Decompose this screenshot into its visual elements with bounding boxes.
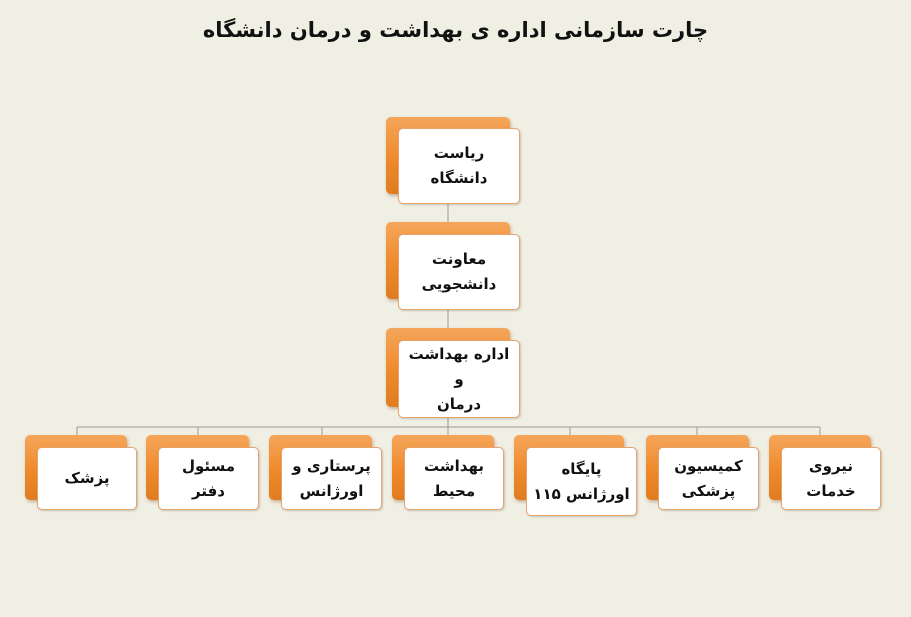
- node-unit-emergency-base: [514, 435, 638, 517]
- node-top: [386, 117, 521, 205]
- node-deputy-label: معاونت دانشجویی: [398, 234, 520, 310]
- node-unit-label: نیروی خدمات: [781, 447, 881, 510]
- node-unit-services: [769, 435, 882, 511]
- node-unit-label: کمیسیون پزشکی: [658, 447, 759, 510]
- node-top-label: ریاست دانشگاه: [398, 128, 520, 204]
- node-unit-label: پزشک: [37, 447, 137, 510]
- node-unit-nursing-emergency: [269, 435, 383, 511]
- node-unit-label: پرستاری و اورژانس: [281, 447, 382, 510]
- node-unit-environmental-health: [392, 435, 505, 511]
- chart-title: چارت سازمانی اداره ی بهداشت و درمان دانشگاه: [202, 18, 709, 42]
- node-office-label: اداره بهداشت و درمان: [398, 340, 520, 418]
- node-unit-label: مسئول دفتر: [158, 447, 259, 510]
- node-unit-label: پایگاه اورژانس ۱۱۵: [526, 447, 637, 516]
- node-unit-label: بهداشت محیط: [404, 447, 504, 510]
- node-deputy: [386, 222, 521, 310]
- node-unit-office-manager: [146, 435, 260, 511]
- node-office: [386, 328, 521, 418]
- node-unit-medical-commission: [646, 435, 760, 511]
- node-unit-physician: [25, 435, 138, 511]
